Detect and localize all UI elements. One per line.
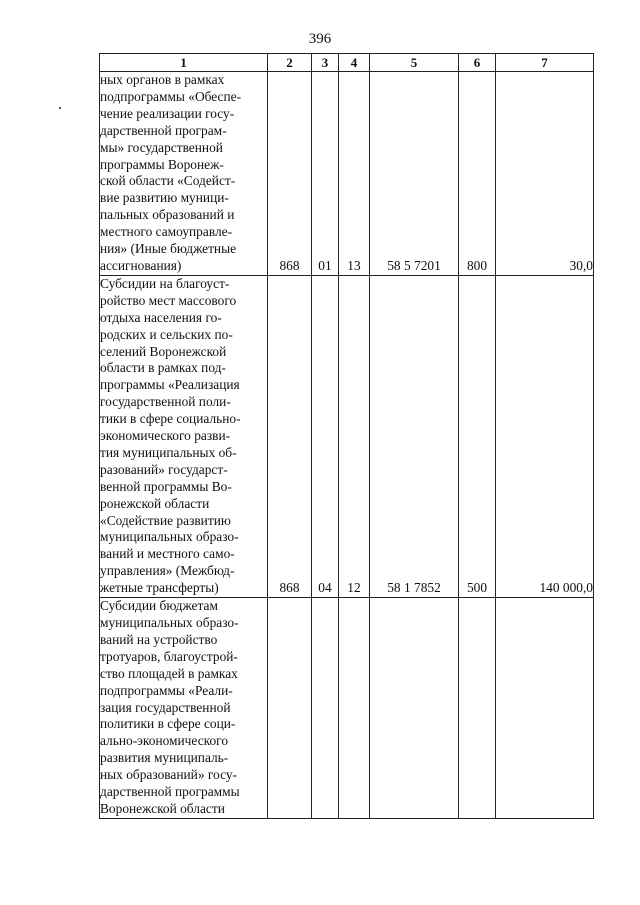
column-header-5: 5 bbox=[370, 54, 459, 72]
expense-type-code-cell: 500 bbox=[459, 275, 496, 597]
description-line: вие развитию муници- bbox=[100, 190, 229, 206]
description-line: Субсидии бюджетам bbox=[100, 598, 218, 614]
column-header-4: 4 bbox=[339, 54, 370, 72]
description-line: тротуаров, благоустрой- bbox=[100, 648, 238, 664]
description-cell bbox=[100, 275, 268, 597]
description-line: ассигнования) bbox=[100, 257, 182, 273]
budget-table bbox=[99, 53, 594, 819]
page-number: 396 bbox=[308, 31, 332, 47]
description-line: экономического разви- bbox=[100, 428, 231, 444]
description-line: ных образований» госу- bbox=[100, 767, 237, 783]
table-body bbox=[100, 72, 594, 819]
description-cell bbox=[100, 72, 268, 276]
subsection-code-cell: 13 bbox=[339, 72, 370, 276]
amount-cell: 30,0 bbox=[496, 72, 594, 276]
table-row bbox=[100, 598, 594, 819]
column-header-7: 7 bbox=[496, 54, 594, 72]
description-line: муниципальных образо- bbox=[100, 529, 239, 545]
description-line: жетные трансферты) bbox=[100, 580, 219, 596]
description-line: Воронежской области bbox=[100, 800, 225, 816]
description-line: зация государственной bbox=[100, 699, 231, 715]
section-code-cell: 04 bbox=[312, 275, 339, 597]
description-line: мы» государственной bbox=[100, 139, 223, 155]
description-line: ально-экономического bbox=[100, 733, 229, 749]
description-cell bbox=[100, 598, 268, 819]
description-line: чение реализации госу- bbox=[100, 105, 235, 121]
description-line: ронежской области bbox=[100, 495, 210, 511]
description-line: муниципальных образо- bbox=[100, 615, 239, 630]
description-line: тики в сфере социально- bbox=[100, 411, 241, 427]
description-line: государственной поли- bbox=[100, 394, 231, 410]
description-line: ваний на устройство bbox=[100, 631, 218, 647]
description-line: ных органов в рамках bbox=[100, 72, 225, 87]
description-line: программы «Реализация bbox=[100, 377, 240, 393]
column-header-3: 3 bbox=[312, 54, 339, 72]
section-code-cell: 01 bbox=[312, 72, 339, 276]
description-line: пальных образований и bbox=[100, 207, 235, 223]
description-line: программы Воронеж- bbox=[100, 156, 224, 172]
target-item-code-cell bbox=[370, 598, 459, 819]
column-header-6: 6 bbox=[459, 54, 496, 72]
description-line: области в рамках под- bbox=[100, 360, 226, 376]
description-line: ния» (Иные бюджетные bbox=[100, 241, 237, 257]
amount-cell bbox=[496, 598, 594, 819]
description-line: дарственной програм- bbox=[100, 122, 227, 138]
description-line: ройство мест массового bbox=[100, 292, 237, 308]
description-line: политики в сфере соци- bbox=[100, 716, 236, 732]
subsection-code-cell bbox=[339, 598, 370, 819]
column-header-2: 2 bbox=[268, 54, 312, 72]
description-line: ство площадей в рамках bbox=[100, 665, 238, 681]
description-line: отдыха населения го- bbox=[100, 309, 222, 325]
column-header-1: 1 bbox=[100, 54, 268, 72]
description-line: подпрограммы «Реали- bbox=[100, 682, 233, 698]
header-row bbox=[100, 54, 594, 72]
description-line: тия муниципальных об- bbox=[100, 444, 237, 460]
description-line: селений Воронежской bbox=[100, 343, 227, 359]
expense-type-code-cell bbox=[459, 598, 496, 819]
description-line: ской области «Содейст- bbox=[100, 173, 236, 189]
grbs-code-cell: 868 bbox=[268, 72, 312, 276]
description-line: ваний и местного само- bbox=[100, 546, 235, 562]
description-line: местного самоуправле- bbox=[100, 224, 233, 240]
grbs-code-cell: 868 bbox=[268, 275, 312, 597]
description-line: управления» (Межбюд- bbox=[100, 563, 235, 579]
expense-type-code-cell: 800 bbox=[459, 72, 496, 276]
description-line: родских и сельских по- bbox=[100, 326, 233, 342]
amount-cell: 140 000,0 bbox=[496, 275, 594, 597]
table-row bbox=[100, 72, 594, 276]
description-line: дарственной программы bbox=[100, 784, 240, 800]
target-item-code-cell: 58 5 7201 bbox=[370, 72, 459, 276]
description-line: венной программы Во- bbox=[100, 478, 232, 494]
scan-speck bbox=[59, 107, 61, 109]
grbs-code-cell bbox=[268, 598, 312, 819]
target-item-code-cell: 58 1 7852 bbox=[370, 275, 459, 597]
table-header bbox=[100, 54, 594, 72]
description-line: подпрограммы «Обеспе- bbox=[100, 88, 242, 104]
description-line: «Содействие развитию bbox=[100, 512, 231, 528]
description-line: разований» государст- bbox=[100, 461, 228, 477]
subsection-code-cell: 12 bbox=[339, 275, 370, 597]
table-row bbox=[100, 275, 594, 597]
description-line: развития муниципаль- bbox=[100, 750, 229, 766]
description-line: Субсидии на благоуст- bbox=[100, 275, 230, 291]
section-code-cell bbox=[312, 598, 339, 819]
